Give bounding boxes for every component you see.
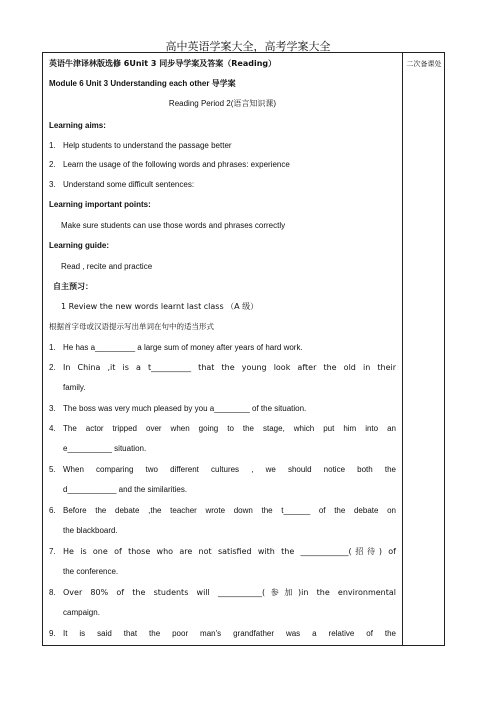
exercise-text-continued: e__________ situation.: [63, 444, 147, 453]
exercise-text: The boss was very much pleased by you a________ of the situation.: [63, 404, 307, 413]
exercise-text-continued: the blackboard.: [63, 526, 118, 535]
exercise-text: He has a_________ a large sum of money after years of hard work.: [63, 343, 303, 352]
module-line: Module 6 Unit 3 Understanding each other 导学案: [49, 79, 236, 88]
exercise-text-continued: the conference.: [63, 567, 119, 576]
exercise-text: In China ,it is a t__________ that the young look after the old in their: [63, 363, 396, 372]
exercise-text: The actor tripped over when going to the stage, which put him into an: [63, 424, 396, 433]
exercise-text-continued: campaign.: [63, 608, 100, 617]
exercise-number: 1.: [49, 343, 56, 352]
important-points-heading: Learning important points:: [49, 200, 151, 209]
document-title: 英语牛津译林版选修 6Unit 3 同步导学案及答案（Reading）: [49, 59, 277, 68]
aims-heading: Learning aims:: [49, 121, 106, 130]
exercise-text: It is said that the poor man's grandfather was a relative of the: [63, 629, 396, 638]
exercise-number: 3.: [49, 404, 56, 413]
exercise-number: 2.: [49, 363, 56, 372]
exercise-text: Over 80% of the students will ___________(参加)in the environmental: [63, 588, 396, 597]
page-header: 高中英语学案大全，高考学案大全: [165, 40, 331, 53]
guide-text: Read , recite and practice: [61, 262, 153, 271]
exercise-number: 8.: [49, 588, 56, 597]
exercise-text: When comparing two different cultures , we should notice both the: [63, 465, 396, 474]
task-instruction: 根据首字母或汉语提示写出单词在句中的适当形式: [49, 322, 214, 331]
exercise-number: 4.: [49, 424, 56, 433]
exercise-text-continued: family.: [63, 383, 86, 392]
important-points-text: Make sure students can use those words and phrases correctly: [61, 221, 286, 230]
exercise-text: Before the debate ,the teacher wrote down the t______ of the debate on: [63, 506, 396, 515]
preview-heading: 自主预习：: [53, 282, 93, 291]
aim-number: 2.: [49, 160, 56, 169]
aim-number: 3.: [49, 180, 56, 189]
aim-text: Help students to understand the passage better: [63, 141, 232, 150]
aim-text: Understand some difficult sentences:: [63, 180, 195, 189]
exercise-text-continued: d___________ and the similarities.: [63, 485, 188, 494]
aim-number: 1.: [49, 141, 56, 150]
exercise-number: 6.: [49, 506, 56, 515]
revision-column-heading: 二次备课处: [406, 60, 442, 68]
guide-heading: Learning guide:: [49, 241, 109, 250]
exercise-number: 9.: [49, 629, 56, 638]
column-divider: [402, 53, 403, 645]
aim-text: Learn the usage of the following words and phrases: experience: [63, 160, 290, 169]
task-line: 1 Review the new words learnt last class （A 级）: [61, 302, 259, 311]
lesson-table: [42, 52, 445, 646]
exercise-number: 5.: [49, 465, 56, 474]
period-line: Reading Period 2(语言知识课): [168, 99, 277, 108]
exercise-number: 7.: [49, 547, 56, 556]
exercise-text: He is one of those who are not satisfied with the ____________(招待) of: [63, 547, 396, 556]
